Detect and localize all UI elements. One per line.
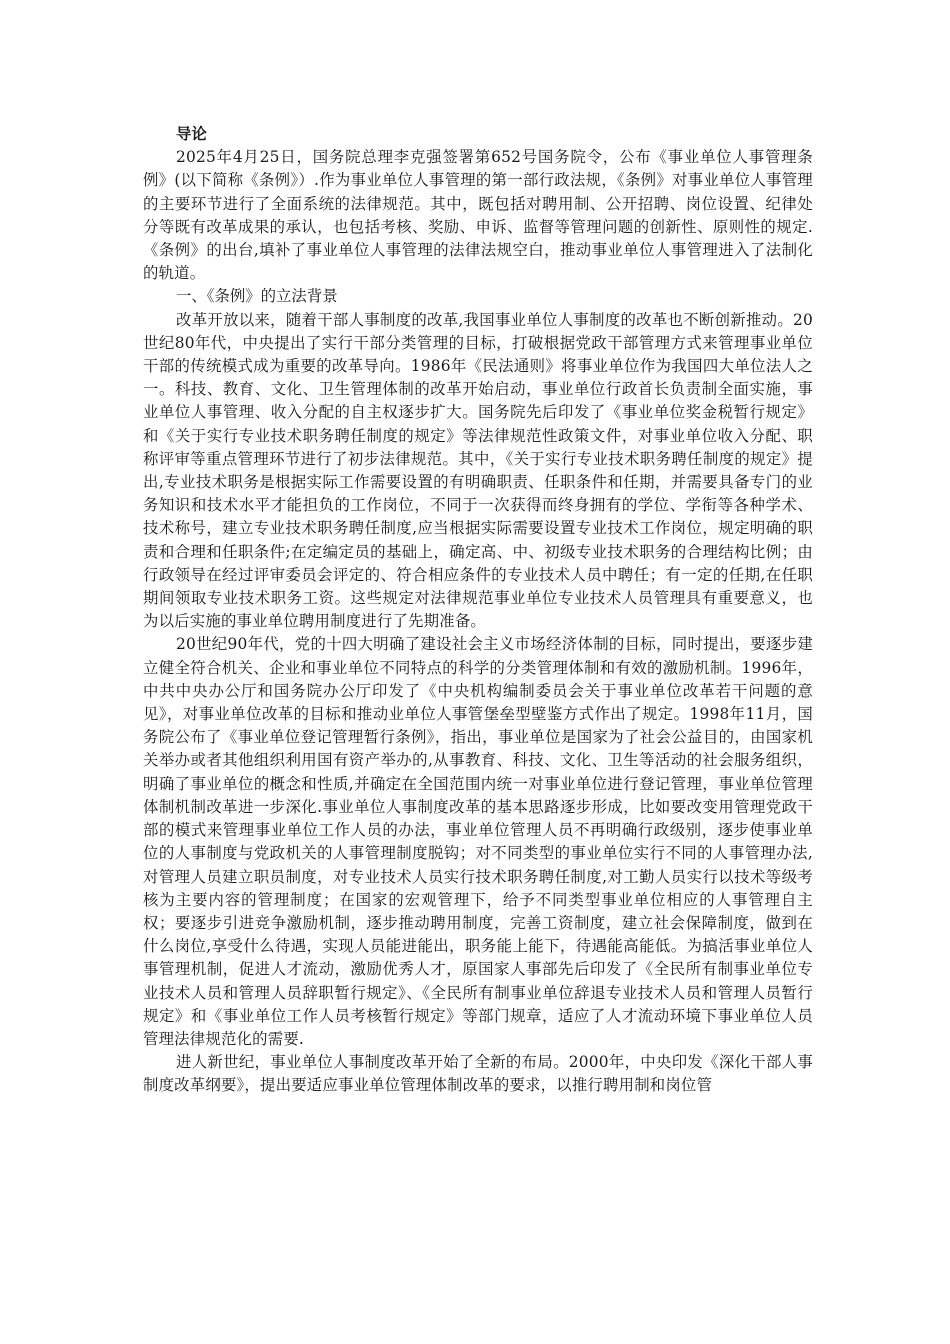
document-body — [143, 123, 813, 1098]
section-heading: 一、《条例》的立法背景 — [176, 287, 338, 306]
document-title: 导论 — [176, 125, 207, 143]
section-paragraph-1: 改革开放以来，随着干部人事制度的改革,我国事业单位人事制度的改革也不断创新推动。20世纪80年代，中央提出了实行干部分类管理的目标，打破根据党政干部管理方式来管理事业单位干部的传统模式成为重要的改革导向。1986年《民法通则》将事业单位作为我国四大单位法人之一。科技、教育、文化、卫生管理体制的改革开始启动，事业单位行政首长负责制全面实施，事业单位人事管理、收入分配的自主权逐步扩大。国务院先后印发了《事业单位奖金税暂行规定》和《关于实行专业技术职务聘任制度的规定》等法律规范性政策文件，对事业单位收入分配、职称评审等重点管理环节进行了初步法律规范。其中，《关于实行专业技术职务聘任制度的规定》提出,专业技术职务是根据实际工作需要设置的有明确职责、任职条件和任期，并需要具备专门的业务知识和技术水平才能担负的工作岗位，不同于一次获得而终身拥有的学位、学衔等各种学术、技术称号，建立专业技术职务聘任制度,应当根据实际需要设置专业技术工作岗位，规定明确的职责和合理和任职条件;在定编定员的基础上，确定高、中、初级专业技术职务的合理结构比例；由行政领导在经过评审委员会评定的、符合相应条件的专业技术人员中聘任；有一定的任期,在任职期间领取专业技术职务工资。这些规定对法律规范事业单位专业技术人员管理具有重要意义，也为以后实施的事业单位聘用制度进行了先期准备。 — [143, 310, 813, 631]
intro-paragraph: 2025年4月25日，国务院总理李克强签署第652号国务院令，公布《事业单位人事管理条例》(以下简称《条例》）.作为事业单位人事管理的第一部行政法规，《条例》对事业单位人事管理的主要环节进行了全面系统的法律规范。其中，既包括对聘用制、公开招聘、岗位设置、纪律处分等既有改革成果的承认，也包括考核、奖励、申诉、监督等管理问题的创新性、原则性的规定.《条例》的出台,填补了事业单位人事管理的法律法规空白，推动事业单位人事管理进入了法制化的轨道。 — [143, 148, 813, 283]
section-paragraph-2: 20世纪90年代，党的十四大明确了建设社会主义市场经济体制的目标，同时提出，要逐步建立健全符合机关、企业和事业单位不同特点的科学的分类管理体制和有效的激励机制。1996年，中共中央办公厅和国务院办公厅印发了《中央机构编制委员会关于事业单位改革若干问题的意见》，对事业单位改革的目标和推动业单位人事管堡垒型壁鉴方式作出了规定。1998年11月，国务院公布了《事业单位登记管理暂行条例》，指出，事业单位是国家为了社会公益目的，由国家机关举办或者其他组织利用国有资产举办的,从事教育、科技、文化、卫生等活动的社会服务组织，明确了事业单位的概念和性质,并确定在全国范围内统一对事业单位进行登记管理，事业单位管理体制机制改革进一步深化.事业单位人事制度改革的基本思路逐步形成，比如要改变用管理党政干部的模式来管理事业单位工作人员的办法，事业单位管理人员不再明确行政级别，逐步使事业单位的人事制度与党政机关的人事管理制度脱钩；对不同类型的事业单位实行不同的人事管理办法,对管理人员建立职员制度，对专业技术人员实行技术职务聘任制度,对工勤人员实行以技术等级考核为主要内容的管理制度；在国家的宏观管理下，给予不同类型事业单位相应的人事管理自主权；要逐步引进竞争激励机制，逐步推动聘用制度，完善工资制度，建立社会保障制度，做到在什么岗位,享受什么待遇，实现人员能进能出，职务能上能下，待遇能高能低。为搞活事业单位人事管理机制，促进人才流动，激励优秀人才，原国家人事部先后印发了《全民所有制事业单位专业技术人员和管理人员辞职暂行规定》、《全民所有制事业单位辞退专业技术人员和管理人员暂行规定》和《事业单位工作人员考核暂行规定》等部门规章，适应了人才流动环境下事业单位人员管理法律规范化的需要. — [143, 635, 813, 1048]
section-paragraph-3: 进人新世纪，事业单位人事制度改革开始了全新的布局。2000年，中央印发《深化干部人事制度改革纲要》，提出要适应事业单位管理体制改革的要求，以推行聘用制和岗位管 — [143, 1053, 813, 1095]
